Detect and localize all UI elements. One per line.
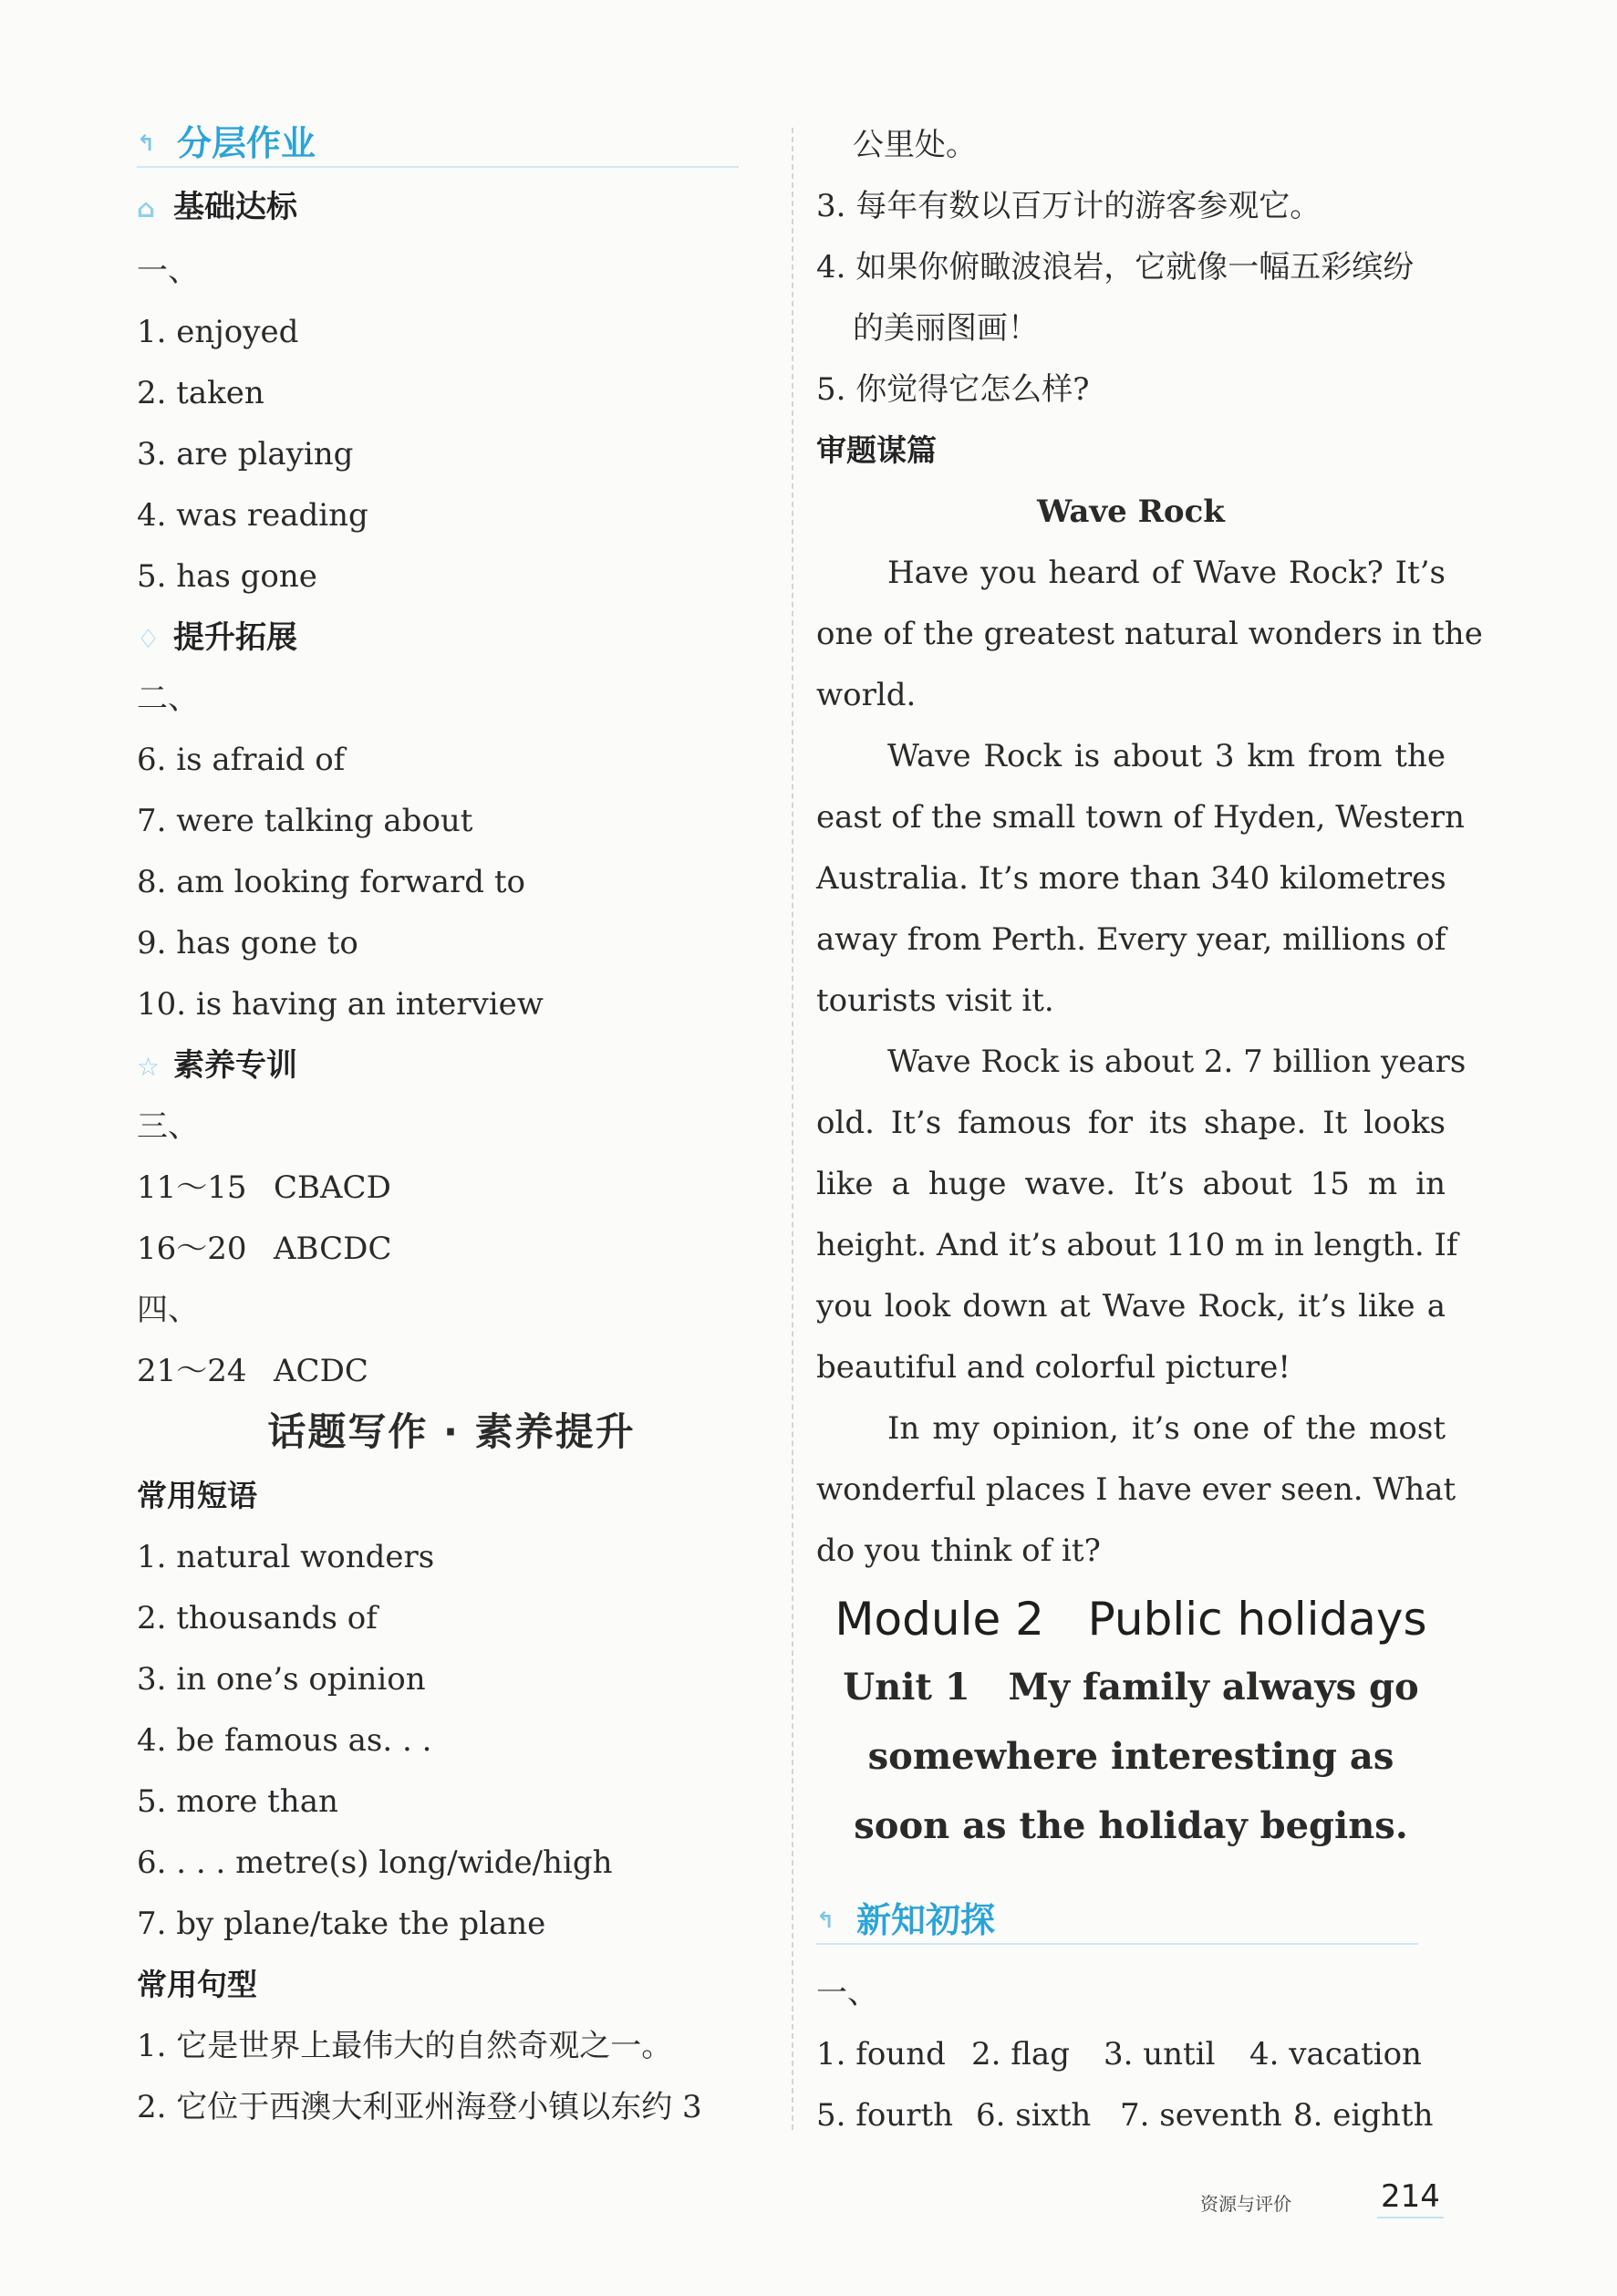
sentence-item: 3. 每年有数以百万计的游客参观它。 xyxy=(816,188,1322,224)
vocab-row: 1. found 2. flag 3. until 4. vacation xyxy=(816,2036,1422,2073)
unit-title-line: Unit 1 My family always go xyxy=(843,1666,1419,1709)
heading-basic: ⌂ 基础达标 xyxy=(137,187,297,229)
part-label: 一、 xyxy=(137,253,199,289)
answer-item: 3. are playing xyxy=(137,436,354,473)
phrase-item: 3. in one’s opinion xyxy=(137,1661,426,1698)
answer-item: 7. were talking about xyxy=(137,803,473,839)
essay-line: like a huge wave. It’s about 15 m in xyxy=(816,1166,1446,1202)
sentence-item: 5. 你觉得它怎么样? xyxy=(816,371,1090,408)
phrase-item: 6. . . . metre(s) long/wide/high xyxy=(137,1844,613,1881)
essay-line: east of the small town of Hyden, Western xyxy=(816,799,1465,836)
section-title-layered-homework: ↰ 分层作业 xyxy=(137,120,739,168)
essay-line: height. And it’s about 110 m in length. If xyxy=(816,1227,1458,1263)
heading-phrases: 常用短语 xyxy=(137,1478,257,1513)
writing-title: 话题写作 · 素养提升 xyxy=(267,1409,636,1454)
phrase-item: 7. by plane/take the plane xyxy=(137,1906,546,1942)
sentence-item: 1. 它是世界上最伟大的自然奇观之一。 xyxy=(137,2028,673,2064)
essay-line: tourists visit it. xyxy=(816,982,1054,1019)
answer-item: 8. am looking forward to xyxy=(137,864,525,900)
lightbulb-icon: ♢ xyxy=(137,624,161,654)
answer-row: 21～24 ACDC xyxy=(137,1353,368,1389)
vocab-row: 5. fourth 6. sixth 7. seventh 8. eighth xyxy=(816,2097,1434,2134)
unit-title-line: somewhere interesting as xyxy=(867,1735,1394,1778)
sentence-item: 4. 如果你俯瞰波浪岩，它就像一幅五彩缤纷 xyxy=(816,249,1415,286)
phrase-item: 5. more than xyxy=(137,1783,338,1820)
footer-mark: 资源与评价 xyxy=(1200,2193,1291,2215)
answer-row: 16～20 ABCDC xyxy=(137,1231,392,1267)
sentence-item: 2. 它位于西澳大利亚州海登小镇以东约 3 xyxy=(137,2089,702,2125)
answer-item: 6. is afraid of xyxy=(137,742,346,778)
essay-line: wonderful places I have ever seen. What xyxy=(816,1471,1456,1508)
essay-line: you look down at Wave Rock, it’s like a xyxy=(816,1288,1446,1325)
sentence-continuation: 公里处。 xyxy=(853,127,977,163)
essay-line: In my opinion, it’s one of the most xyxy=(887,1410,1446,1447)
answer-item: 4. was reading xyxy=(137,497,368,534)
answer-item: 10. is having an interview xyxy=(137,986,544,1023)
answer-row: 11～15 CBACD xyxy=(137,1169,391,1206)
answer-item: 2. taken xyxy=(137,375,264,411)
heading-extend: ♢ 提升拓展 xyxy=(137,618,297,660)
answer-item: 1. enjoyed xyxy=(137,314,299,350)
page-number: 214 xyxy=(1377,2178,1444,2218)
essay-title: Wave Rock xyxy=(1037,493,1225,530)
essay-line: beautiful and colorful picture! xyxy=(816,1349,1291,1386)
answer-item: 5. has gone xyxy=(137,558,317,595)
star-icon: ☆ xyxy=(137,1052,161,1082)
essay-line: do you think of it? xyxy=(816,1532,1101,1569)
part-label: 四、 xyxy=(137,1292,199,1328)
lock-icon: ⌂ xyxy=(137,193,156,223)
part-label: 三、 xyxy=(137,1108,199,1145)
essay-line: Australia. It’s more than 340 kilometres xyxy=(816,860,1446,897)
essay-line: away from Perth. Every year, millions of xyxy=(816,921,1446,958)
essay-line: one of the greatest natural wonders in the xyxy=(816,616,1483,652)
bookmark-icon: ↰ xyxy=(816,1907,835,1933)
essay-line: world. xyxy=(816,677,917,713)
heading-analysis: 审题谋篇 xyxy=(816,432,937,468)
essay-line: Have you heard of Wave Rock? It’s xyxy=(887,555,1446,591)
essay-line: Wave Rock is about 2. 7 billion years xyxy=(887,1044,1467,1080)
unit-title-line: soon as the holiday begins. xyxy=(854,1804,1408,1847)
heading-literacy: ☆ 素养专训 xyxy=(137,1045,297,1087)
sentence-continuation: 的美丽图画！ xyxy=(853,310,1039,347)
part-label: 一、 xyxy=(816,1975,878,2011)
phrase-item: 4. be famous as. . . xyxy=(137,1722,432,1759)
phrase-item: 2. thousands of xyxy=(137,1600,378,1636)
section-title-new-knowledge: ↰ 新知初探 xyxy=(816,1897,1418,1945)
part-label: 二、 xyxy=(137,680,199,717)
phrase-item: 1. natural wonders xyxy=(137,1539,435,1575)
heading-sentences: 常用句型 xyxy=(137,1967,257,2002)
essay-line: old. It’s famous for its shape. It looks xyxy=(816,1105,1446,1141)
column-divider xyxy=(792,128,793,2130)
module-title: Module 2 Public holidays xyxy=(834,1593,1427,1646)
answer-item: 9. has gone to xyxy=(137,925,358,961)
bookmark-icon: ↰ xyxy=(137,130,156,156)
essay-line: Wave Rock is about 3 km from the xyxy=(887,738,1446,774)
